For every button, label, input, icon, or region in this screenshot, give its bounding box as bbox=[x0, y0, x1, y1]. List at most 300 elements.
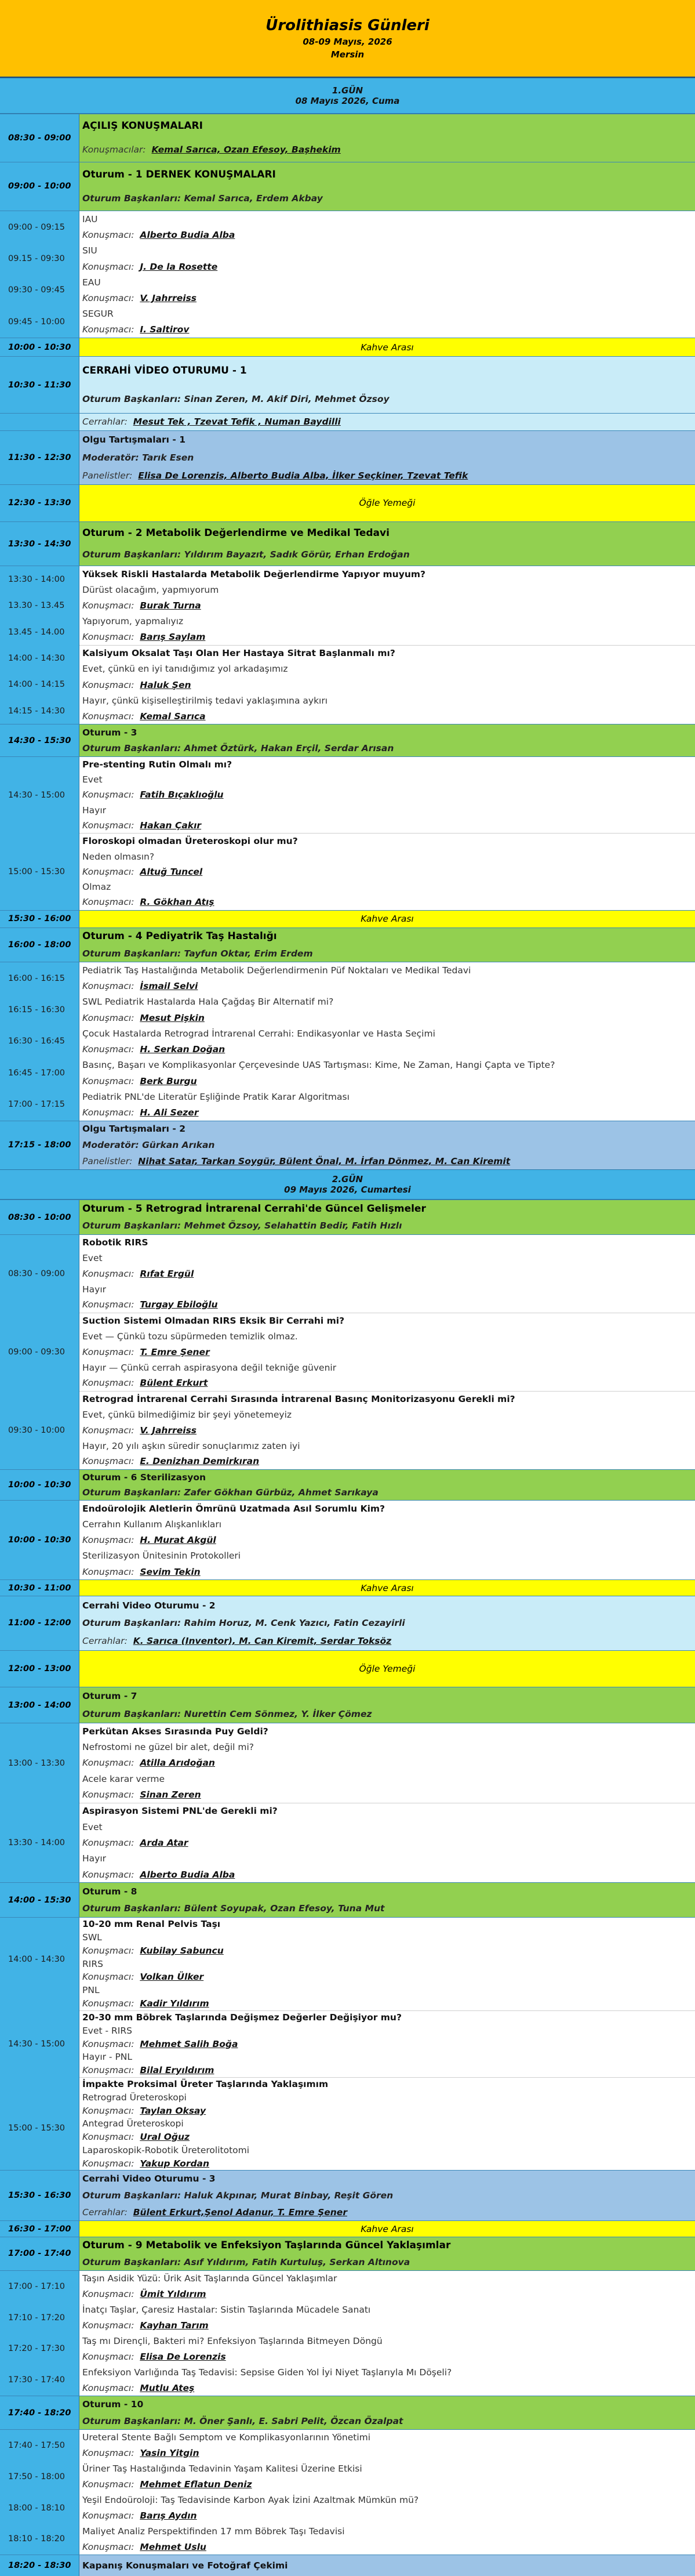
program-dates: 08-09 Mayıs, 2026 bbox=[303, 37, 392, 47]
speaker-label: Konuşmacı: bbox=[82, 1456, 140, 1467]
topic-text: Acele karar verme bbox=[82, 1773, 165, 1784]
speaker-label: Konuşmacı: bbox=[82, 2541, 140, 2552]
topic-text: Basınç, Başarı ve Komplikasyonlar Çerçevesinde UAS Tartışması: Kime, Ne Zaman, Hangi Çapta ve Tipte? bbox=[82, 1060, 555, 1071]
session-row bbox=[0, 1917, 695, 2170]
speaker-label: Konuşmacı: bbox=[82, 1837, 140, 1848]
time-slot: 17:15 - 18:00 bbox=[8, 1140, 71, 1150]
speaker-label: Konuşmacı: bbox=[82, 679, 140, 690]
time-slot: 14:15 - 14:30 bbox=[8, 706, 66, 716]
session-row bbox=[0, 2237, 695, 2270]
topic-text: Kahve Arası bbox=[361, 914, 414, 925]
time-column bbox=[0, 522, 79, 566]
session-content bbox=[79, 162, 695, 211]
speaker-name: Rıfat Ergül bbox=[140, 1268, 194, 1279]
speaker-name: H. Ali Sezer bbox=[140, 1107, 199, 1118]
session-content bbox=[79, 962, 695, 1120]
topic-text: Üriner Taş Hastalığında Tedavinin Yaşam Kalitesi Üzerine Etkisi bbox=[82, 2463, 362, 2474]
speaker-label: Konuşmacı: bbox=[82, 1299, 140, 1310]
time-slot: 10:00 - 10:30 bbox=[8, 1535, 71, 1545]
session-moderators: Oturum Başkanları: Rahim Horuz, M. Cenk Yazıcı, Fatin Cezayirli bbox=[82, 1618, 405, 1629]
speaker-label: Konuşmacı: bbox=[82, 1268, 140, 1279]
speaker-line bbox=[79, 979, 695, 994]
time-slot: 16:30 - 17:00 bbox=[8, 2224, 71, 2234]
session-title: Oturum - 2 Metabolik Değerlendirme ve Medikal Tedavi bbox=[82, 527, 390, 539]
topic-title: Oturum - 3 bbox=[82, 727, 137, 738]
topic-text: IAU bbox=[82, 213, 98, 224]
session-moderators: Oturum Başkanları: Yıldırım Bayazıt, Sadık Görür, Erhan Erdoğan bbox=[82, 549, 410, 560]
session-row bbox=[0, 2555, 695, 2576]
speaker-label: Konuşmacı: bbox=[82, 2289, 140, 2300]
time-slot: 17:40 - 17:50 bbox=[8, 2440, 66, 2450]
speaker-line bbox=[79, 818, 695, 833]
speaker-label: Panelistler: bbox=[82, 470, 139, 481]
session-content bbox=[79, 1723, 695, 1882]
time-column bbox=[0, 1651, 79, 1687]
speaker-label: Konuşmacı: bbox=[82, 1425, 140, 1436]
speaker-name: Barış Aydın bbox=[140, 2510, 197, 2521]
speaker-label: Konuşmacı: bbox=[82, 1869, 140, 1880]
session-row bbox=[0, 2396, 695, 2429]
topic-title: Endoürolojik Aletlerin Ömrünü Uzatmada Asıl Sorumlu Kim? bbox=[82, 1503, 385, 1514]
speaker-line bbox=[79, 322, 695, 338]
speaker-name: Bülent Erkurt,Şenol Adanur, T. Emre Şener bbox=[133, 2207, 347, 2218]
time-slot: 15:30 - 16:30 bbox=[8, 2191, 71, 2201]
session-row bbox=[0, 1579, 695, 1596]
time-column bbox=[0, 211, 79, 338]
speaker-line bbox=[79, 259, 695, 274]
speaker-label: Cerrahlar: bbox=[82, 2207, 133, 2218]
session-content bbox=[79, 1596, 695, 1650]
time-slot: 09:00 - 10:00 bbox=[8, 182, 71, 191]
speaker-line bbox=[79, 2131, 695, 2144]
day-date: 09 Mayıs 2026, Cumartesi bbox=[284, 1184, 411, 1195]
time-slot: 16:15 - 16:30 bbox=[8, 1005, 66, 1015]
day-label: 1.GÜN bbox=[332, 85, 363, 96]
speaker-label: Konuşmacı: bbox=[82, 1107, 140, 1118]
speaker-name: Hakan Çakır bbox=[140, 820, 202, 831]
session-moderators: Oturum Başkanları: M. Öner Şanlı, E. Sabri Pelit, Özcan Özalpat bbox=[82, 2415, 403, 2426]
time-column bbox=[0, 338, 79, 356]
speaker-label: Konuşmacı: bbox=[82, 1998, 140, 2009]
topic-title: Perkütan Akses Sırasında Puy Geldi? bbox=[82, 1726, 268, 1737]
topic-text: Evet, çünkü bilmediğimiz bir şeyi yönetemeyiz bbox=[82, 1410, 292, 1421]
topic-text: Antegrad Üreteroskopi bbox=[82, 2118, 184, 2129]
session-row bbox=[0, 1469, 695, 1500]
time-slot: 09:30 - 10:00 bbox=[8, 1425, 66, 1435]
time-slot: 11:30 - 12:30 bbox=[8, 453, 71, 463]
session-title: AÇILIŞ KONUŞMALARI bbox=[82, 120, 203, 132]
topic-title: Retrograd İntrarenal Cerrahi Sırasında İntrarenal Basınç Monitorizasyonu Gerekli mi? bbox=[79, 1391, 695, 1407]
session-row bbox=[0, 1882, 695, 1917]
time-column bbox=[0, 2555, 79, 2576]
speaker-name: Volkan Ülker bbox=[140, 1972, 204, 1983]
speaker-name: Fatih Bıçaklıoğlu bbox=[140, 789, 224, 800]
session-moderators: Oturum Başkanları: Bülent Soyupak, Ozan Efesoy, Tuna Mut bbox=[82, 1903, 385, 1914]
speaker-name: Haluk Şen bbox=[140, 679, 191, 690]
speaker-name: Berk Burgu bbox=[140, 1075, 197, 1086]
topic-text: Hayır bbox=[82, 1284, 107, 1295]
topic-text: Öğle Yemeği bbox=[359, 1663, 416, 1674]
time-column bbox=[0, 911, 79, 927]
speaker-label: Konuşmacı: bbox=[82, 981, 140, 992]
speaker-name: Turgay Ebiloğlu bbox=[140, 1299, 218, 1310]
time-slot: 14:30 - 15:00 bbox=[8, 2039, 66, 2049]
topic-text: Laparoskopik-Robotik Üreterolitotomi bbox=[82, 2145, 250, 2156]
topic-text: Yeşil Endoüroloji: Taş Tedavisinde Karbon Ayak İzini Azaltmak Mümkün mü? bbox=[82, 2495, 419, 2506]
session-content bbox=[79, 357, 695, 412]
topic-title: Oturum - 6 Sterilizasyon bbox=[82, 1472, 206, 1483]
speaker-name: I. Saltirov bbox=[140, 324, 190, 335]
speaker-name: Elisa De Lorenzis, Alberto Budia Alba, İlker Seçkiner, Tzevat Tefik bbox=[138, 470, 468, 481]
speaker-label: Konuşmacı: bbox=[82, 1075, 140, 1086]
topic-text: Sterilizasyon Ünitesinin Protokolleri bbox=[82, 1550, 241, 1561]
session-row bbox=[0, 162, 695, 211]
time-column bbox=[0, 2171, 79, 2220]
topic-text: SIU bbox=[82, 245, 97, 256]
topic-text: Kahve Arası bbox=[361, 2223, 414, 2234]
speaker-name: H. Murat Akgül bbox=[140, 1535, 216, 1546]
speaker-name: Kayhan Tarım bbox=[140, 2320, 209, 2331]
time-column bbox=[0, 431, 79, 484]
day-header bbox=[0, 78, 695, 114]
speaker-line bbox=[79, 2380, 695, 2396]
speaker-line bbox=[79, 1422, 695, 1438]
session-content bbox=[79, 757, 695, 910]
time-column bbox=[0, 162, 79, 211]
session-content bbox=[79, 1918, 695, 2170]
speaker-name: Kemal Sarıca bbox=[140, 711, 206, 722]
speaker-name: Arda Atar bbox=[140, 1837, 188, 1848]
speaker-label: Konuşmacı: bbox=[82, 820, 140, 831]
session-content bbox=[79, 2171, 695, 2220]
speaker-line bbox=[79, 629, 695, 645]
time-slot: 13:30 - 14:00 bbox=[8, 1838, 66, 1847]
time-slot: 14:30 - 15:30 bbox=[8, 736, 71, 745]
speaker-line bbox=[79, 2104, 695, 2117]
speaker-label: Konuşmacı: bbox=[82, 2105, 140, 2116]
speaker-line bbox=[79, 414, 695, 430]
session-content bbox=[79, 114, 695, 162]
speaker-label: Konuşmacı: bbox=[82, 2351, 140, 2362]
topic-title: Aspirasyon Sistemi PNL'de Gerekli mi? bbox=[79, 1803, 695, 1819]
speaker-label: Konuşmacı: bbox=[82, 2448, 140, 2459]
session-content bbox=[79, 1121, 695, 1170]
session-row bbox=[0, 521, 695, 566]
speaker-line bbox=[79, 708, 695, 724]
topic-title: Robotik RIRS bbox=[82, 1237, 148, 1248]
time-slot: 14:00 - 15:30 bbox=[8, 1895, 71, 1905]
time-slot: 17:30 - 17:40 bbox=[8, 2375, 66, 2385]
time-slot: 13.45 - 14.00 bbox=[8, 627, 65, 637]
speaker-label: Konuşmacı: bbox=[82, 293, 140, 304]
time-column bbox=[0, 485, 79, 521]
session-moderators: Oturum Başkanları: Zafer Gökhan Gürbüz, Ahmet Sarıkaya bbox=[82, 1487, 379, 1498]
topic-text: Hayır — Çünkü cerrah aspirasyona değil tekniğe güvenir bbox=[82, 1362, 337, 1373]
day-header bbox=[0, 1169, 695, 1200]
speaker-name: Altuğ Tuncel bbox=[140, 866, 203, 877]
speaker-name: Ümit Yıldırım bbox=[140, 2289, 206, 2300]
topic-text: Çocuk Hastalarda Retrograd İntrarenal Cerrahi: Endikasyonlar ve Hasta Seçimi bbox=[82, 1028, 435, 1039]
speaker-label: Konuşmacı: bbox=[82, 1535, 140, 1546]
session-content bbox=[79, 2430, 695, 2555]
time-slot: 12:30 - 13:30 bbox=[8, 498, 71, 508]
speaker-label: Cerrahlar: bbox=[82, 1636, 133, 1647]
time-slot: 17:40 - 18:20 bbox=[8, 2408, 71, 2418]
speaker-label: Konuşmacı: bbox=[82, 2065, 140, 2076]
time-column bbox=[0, 928, 79, 962]
speaker-line bbox=[79, 1375, 695, 1391]
session-title: CERRAHİ VİDEO OTURUMU - 1 bbox=[82, 365, 247, 377]
time-slot: 17:00 - 17:10 bbox=[8, 2281, 66, 2291]
session-content bbox=[79, 414, 695, 430]
time-slot: 15:00 - 15:30 bbox=[8, 2123, 66, 2133]
session-content bbox=[79, 1200, 695, 1234]
speaker-line bbox=[79, 864, 695, 879]
time-slot: 14:00 - 14:15 bbox=[8, 680, 66, 690]
session-moderators: Oturum Başkanları: Kemal Sarıca, Erdem Akbay bbox=[82, 193, 323, 204]
time-slot: 09:30 - 09:45 bbox=[8, 285, 66, 295]
speaker-name: Mehmet Eflatun Deniz bbox=[140, 2479, 252, 2490]
speaker-line bbox=[79, 1104, 695, 1120]
speaker-name: Bülent Erkurt bbox=[140, 1378, 208, 1389]
speaker-label: Konuşmacı: bbox=[82, 1378, 140, 1389]
topic-title: Pre-stenting Rutin Olmalı mı? bbox=[82, 759, 232, 770]
session-row bbox=[0, 756, 695, 910]
program-header bbox=[0, 0, 695, 78]
speaker-line bbox=[79, 2445, 695, 2461]
speaker-label: Panelistler: bbox=[82, 1156, 139, 1167]
speaker-label: Konuşmacı: bbox=[82, 1012, 140, 1023]
topic-text: Evet bbox=[82, 1821, 103, 1832]
session-moderators: Oturum Başkanları: Mehmet Özsoy, Selahattin Bedir, Fatih Hızlı bbox=[82, 1220, 402, 1231]
topic-title: Floroskopi olmadan Üreteroskopi olur mu? bbox=[79, 833, 695, 849]
session-row bbox=[0, 2220, 695, 2237]
topic-text: Pediatrik PNL'de Literatür Eşliğinde Pratik Karar Algoritması bbox=[82, 1091, 350, 1102]
speaker-label: Konuşmacı: bbox=[82, 2382, 140, 2393]
session-row bbox=[0, 338, 695, 356]
speaker-line bbox=[79, 290, 695, 306]
speaker-label: Konuşmacı: bbox=[82, 2158, 140, 2169]
session-content bbox=[79, 2237, 695, 2270]
speaker-line bbox=[79, 2204, 695, 2220]
topic-text: Neden olmasın? bbox=[82, 851, 155, 862]
speaker-line bbox=[79, 466, 695, 484]
speaker-line bbox=[79, 1073, 695, 1089]
time-slot: 08:30 - 09:00 bbox=[8, 133, 71, 143]
session-moderators: Moderatör: Gürkan Arıkan bbox=[82, 1140, 215, 1151]
speaker-name: Alberto Budia Alba bbox=[140, 1869, 235, 1880]
speaker-name: Taylan Oksay bbox=[140, 2105, 206, 2116]
topic-title: Cerrahi Video Oturumu - 3 bbox=[82, 2173, 216, 2184]
session-content bbox=[79, 1580, 695, 1596]
session-row bbox=[0, 1500, 695, 1579]
time-column bbox=[0, 1883, 79, 1917]
speaker-line bbox=[79, 1632, 695, 1650]
time-slot: 10:00 - 10:30 bbox=[8, 1480, 71, 1490]
time-column bbox=[0, 962, 79, 1120]
session-content bbox=[79, 1470, 695, 1500]
session-content bbox=[79, 1501, 695, 1579]
speaker-name: Mesut Pişkin bbox=[140, 1012, 205, 1023]
topic-text: PNL bbox=[82, 1985, 100, 1996]
topic-text: Hayır, 20 yılı aşkın süredir sonuçlarımız zaten iyi bbox=[82, 1440, 300, 1451]
time-slot: 10:30 - 11:00 bbox=[8, 1583, 71, 1593]
speaker-label: Konuşmacı: bbox=[82, 230, 140, 241]
speaker-line bbox=[79, 1787, 695, 1802]
topic-title: Olgu Tartışmaları - 1 bbox=[82, 434, 185, 445]
time-column bbox=[0, 566, 79, 724]
speaker-line bbox=[79, 1344, 695, 1360]
time-slot: 18:00 - 18:10 bbox=[8, 2503, 66, 2513]
session-row bbox=[0, 962, 695, 1120]
speaker-name: Mutlu Ateş bbox=[140, 2382, 195, 2393]
speaker-name: İsmail Selvi bbox=[140, 981, 198, 992]
topic-text: Taşın Asidik Yüzü: Ürik Asit Taşlarında Güncel Yaklaşımlar bbox=[82, 2273, 337, 2284]
speaker-label: Konuşmacı: bbox=[82, 1758, 140, 1769]
session-content bbox=[79, 911, 695, 927]
topic-text: Yapıyorum, yapmalıyız bbox=[82, 616, 184, 627]
session-title: Oturum - 9 Metabolik ve Enfeksiyon Taşlarında Güncel Yaklaşımlar bbox=[82, 2240, 451, 2252]
session-moderators: Oturum Başkanları: Tayfun Oktar, Erim Erdem bbox=[82, 948, 313, 959]
program-title: Ürolithiasis Günleri bbox=[265, 17, 430, 34]
time-slot: 10:30 - 11:30 bbox=[8, 380, 71, 390]
speaker-label: Konuşmacı: bbox=[82, 1566, 140, 1577]
speaker-line bbox=[79, 1997, 695, 2010]
time-slot: 09:45 - 10:00 bbox=[8, 317, 66, 327]
session-row bbox=[0, 910, 695, 927]
speaker-line bbox=[79, 787, 695, 802]
time-slot: 13.30 - 13.45 bbox=[8, 601, 65, 611]
speaker-line bbox=[79, 677, 695, 693]
session-row bbox=[0, 211, 695, 338]
time-slot: 09:00 - 09:30 bbox=[8, 1347, 66, 1357]
speaker-line bbox=[79, 2349, 695, 2364]
topic-text: Enfeksiyon Varlığında Taş Tedavisi: Sepsise Giden Yol İyi Niyet Taşlarıyla Mı Döşeli? bbox=[82, 2367, 452, 2378]
time-slot: 13:30 - 14:30 bbox=[8, 539, 71, 549]
topic-text: RIRS bbox=[82, 1958, 103, 1969]
time-column bbox=[0, 724, 79, 756]
speaker-name: Kubilay Sabuncu bbox=[140, 1945, 224, 1956]
session-row bbox=[0, 1234, 695, 1469]
time-column bbox=[0, 1501, 79, 1579]
topic-text: Kahve Arası bbox=[361, 1582, 414, 1593]
speaker-line bbox=[79, 2508, 695, 2524]
time-slot: 17:00 - 17:40 bbox=[8, 2249, 71, 2259]
speaker-line bbox=[79, 2477, 695, 2492]
topic-text: Hayır, çünkü kişiselleştirilmiş tedavi yaklaşımına aykırı bbox=[82, 695, 328, 706]
topic-text: Olmaz bbox=[82, 882, 111, 893]
session-content bbox=[79, 485, 695, 521]
time-slot: 18:20 - 18:30 bbox=[8, 2561, 71, 2571]
time-column bbox=[0, 1200, 79, 1234]
speaker-label: Konuşmacı: bbox=[82, 789, 140, 800]
speaker-name: Mesut Tek , Tzevat Tefik , Numan Baydilli bbox=[133, 416, 341, 427]
speaker-name: T. Emre Şener bbox=[140, 1346, 210, 1357]
speaker-line bbox=[79, 227, 695, 243]
program-city: Mersin bbox=[330, 49, 365, 60]
speaker-name: Barış Saylam bbox=[140, 632, 206, 643]
session-content bbox=[79, 724, 695, 756]
session-moderators: Oturum Başkanları: Ahmet Öztürk, Hakan Erçil, Serdar Arısan bbox=[82, 743, 394, 754]
topic-title: 10-20 mm Renal Pelvis Taşı bbox=[82, 1919, 221, 1930]
speaker-label: Konuşmacı: bbox=[82, 1044, 140, 1055]
topic-text: Evet — Çünkü tozu süpürmeden temizlik olmaz. bbox=[82, 1331, 298, 1342]
session-content bbox=[79, 1687, 695, 1723]
speaker-line bbox=[79, 1153, 695, 1169]
speaker-name: H. Serkan Doğan bbox=[140, 1044, 225, 1055]
topic-title: Oturum - 10 bbox=[82, 2399, 144, 2410]
time-slot: 18:10 - 18:20 bbox=[8, 2534, 66, 2544]
speaker-line bbox=[79, 1010, 695, 1026]
speaker-name: Elisa De Lorenzis bbox=[140, 2351, 226, 2362]
topic-text: Ureteral Stente Bağlı Semptom ve Komplikasyonlarının Yönetimi bbox=[82, 2432, 371, 2443]
session-row bbox=[0, 356, 695, 412]
session-row bbox=[0, 927, 695, 962]
speaker-label: Konuşmacı: bbox=[82, 2510, 140, 2521]
topic-title: Suction Sistemi Olmadan RIRS Eksik Bir Cerrahi mi? bbox=[79, 1313, 695, 1329]
topic-title: Yüksek Riskli Hastalarda Metabolik Değerlendirme Yapıyor muyum? bbox=[82, 568, 425, 579]
speaker-name: Nihat Satar, Tarkan Soygür, Bülent Önal, M. İrfan Dönmez, M. Can Kiremit bbox=[138, 1156, 511, 1167]
time-column bbox=[0, 1687, 79, 1723]
session-row bbox=[0, 1723, 695, 1882]
time-slot: 09.15 - 09:30 bbox=[8, 253, 65, 263]
speaker-name: Atilla Arıdoğan bbox=[140, 1758, 215, 1769]
session-content bbox=[79, 1883, 695, 1917]
topic-text: SEGUR bbox=[82, 309, 114, 320]
speaker-line bbox=[79, 1454, 695, 1469]
time-slot: 17:00 - 17:15 bbox=[8, 1100, 66, 1110]
schedule bbox=[0, 78, 695, 2576]
session-moderators: Oturum Başkanları: Asıf Yıldırım, Fatih Kurtuluş, Serkan Altınova bbox=[82, 2256, 410, 2267]
time-slot: 16:30 - 16:45 bbox=[8, 1037, 66, 1046]
time-column bbox=[0, 114, 79, 162]
session-content bbox=[79, 431, 695, 484]
topic-title: Kalsiyum Oksalat Taşı Olan Her Hastaya Sitrat Başlanmalı mı? bbox=[79, 645, 695, 661]
session-row bbox=[0, 2170, 695, 2220]
speaker-name: Burak Turna bbox=[140, 600, 201, 611]
topic-text: Dürüst olacağım, yapmıyorum bbox=[82, 584, 219, 595]
speaker-label: Konuşmacı: bbox=[82, 2479, 140, 2490]
time-slot: 17:50 - 18:00 bbox=[8, 2472, 66, 2481]
time-slot: 08:30 - 09:00 bbox=[8, 1269, 66, 1279]
speaker-name: V. Jahrreiss bbox=[140, 293, 197, 304]
time-column bbox=[0, 2396, 79, 2429]
session-content bbox=[79, 1235, 695, 1469]
speaker-name: Yakup Kordan bbox=[140, 2158, 210, 2169]
speaker-line bbox=[79, 1532, 695, 1548]
speaker-line bbox=[79, 1297, 695, 1313]
topic-text: İnatçı Taşlar, Çaresiz Hastalar: Sistin Taşlarında Mücadele Sanatı bbox=[82, 2305, 371, 2316]
session-row bbox=[0, 1650, 695, 1687]
session-content bbox=[79, 211, 695, 338]
topic-title: İmpakte Proksimal Üreter Taşlarında Yaklaşımım bbox=[79, 2077, 695, 2091]
speaker-name: V. Jahrreiss bbox=[140, 1425, 197, 1436]
speaker-line bbox=[79, 2037, 695, 2050]
time-slot: 17:10 - 17:20 bbox=[8, 2313, 66, 2323]
topic-text: Evet bbox=[82, 1253, 103, 1264]
speaker-line bbox=[79, 2064, 695, 2077]
speaker-label: Konuşmacı: bbox=[82, 1945, 140, 1956]
session-row bbox=[0, 430, 695, 484]
time-slot: 16:00 - 18:00 bbox=[8, 940, 71, 950]
time-slot: 13:30 - 14:00 bbox=[8, 574, 66, 584]
speaker-line bbox=[79, 1755, 695, 1771]
time-slot: 17:20 - 17:30 bbox=[8, 2344, 66, 2354]
topic-text: Maliyet Analiz Perspektifinden 17 mm Böbrek Taşı Tedavisi bbox=[82, 2526, 345, 2537]
session-content bbox=[79, 2396, 695, 2429]
speaker-line bbox=[79, 138, 695, 162]
topic-text: SWL bbox=[82, 1932, 102, 1943]
